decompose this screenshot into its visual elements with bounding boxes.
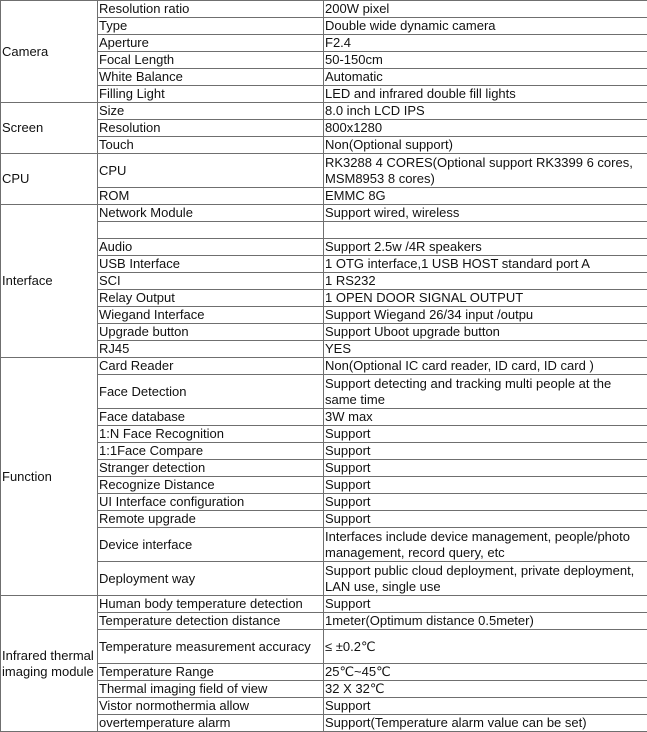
spec-row: [1, 273, 647, 290]
parameter-cell: CPU: [98, 154, 324, 188]
category-cell: Infrared thermal imaging module: [1, 596, 98, 732]
spec-row: [1, 290, 647, 307]
spec-row: [1, 137, 647, 154]
value-cell: Double wide dynamic camera: [324, 18, 647, 35]
value-cell: Support: [324, 443, 647, 460]
category-cell: Screen: [1, 103, 98, 154]
value-cell: Support: [324, 698, 647, 715]
value-cell: 1 RS232: [324, 273, 647, 290]
spec-row: [1, 426, 647, 443]
value-cell: ≤ ±0.2℃: [324, 630, 647, 664]
parameter-cell: Network Module: [98, 205, 324, 222]
spec-row: [1, 562, 647, 596]
parameter-cell: Vistor normothermia allow: [98, 698, 324, 715]
parameter-cell: Filling Light: [98, 86, 324, 103]
value-cell: Support: [324, 494, 647, 511]
spec-row: [1, 103, 647, 120]
spec-row: [1, 188, 647, 205]
value-cell: 8.0 inch LCD IPS: [324, 103, 647, 120]
spec-row: [1, 205, 647, 222]
value-cell: EMMC 8G: [324, 188, 647, 205]
spec-row: [1, 69, 647, 86]
spec-row: [1, 358, 647, 375]
category-cell: CPU: [1, 154, 98, 205]
value-cell: 25℃~45℃: [324, 664, 647, 681]
spec-row: [1, 35, 647, 52]
category-cell: Interface: [1, 205, 98, 358]
spec-row: [1, 341, 647, 358]
parameter-cell: Device interface: [98, 528, 324, 562]
parameter-cell: Human body temperature detection: [98, 596, 324, 613]
parameter-cell: Card Reader: [98, 358, 324, 375]
parameter-cell: overtemperature alarm: [98, 715, 324, 732]
parameter-cell: Wiegand Interface: [98, 307, 324, 324]
spec-row: [1, 698, 647, 715]
value-cell: Support: [324, 426, 647, 443]
parameter-cell: Temperature Range: [98, 664, 324, 681]
spec-row: [1, 222, 647, 239]
parameter-cell: Upgrade button: [98, 324, 324, 341]
value-cell: 200W pixel: [324, 1, 647, 18]
value-cell: Support Wiegand 26/34 input /outpu: [324, 307, 647, 324]
value-cell: Support: [324, 511, 647, 528]
value-cell: 1meter(Optimum distance 0.5meter): [324, 613, 647, 630]
parameter-cell: 1:N Face Recognition: [98, 426, 324, 443]
value-cell: Support detecting and tracking multi people at the same time: [324, 375, 647, 409]
value-cell: Support: [324, 596, 647, 613]
spec-row: [1, 239, 647, 256]
category-cell: Camera: [1, 1, 98, 103]
value-cell: LED and infrared double fill lights: [324, 86, 647, 103]
value-cell: 32 X 32℃: [324, 681, 647, 698]
spec-row: [1, 715, 647, 732]
value-cell: Support wired, wireless: [324, 205, 647, 222]
value-cell: YES: [324, 341, 647, 358]
parameter-cell: Remote upgrade: [98, 511, 324, 528]
spec-row: [1, 528, 647, 562]
parameter-cell: Face database: [98, 409, 324, 426]
spec-row: [1, 324, 647, 341]
value-cell: 50-150cm: [324, 52, 647, 69]
category-cell: Function: [1, 358, 98, 596]
parameter-cell: Face Detection: [98, 375, 324, 409]
parameter-cell: SCI: [98, 273, 324, 290]
parameter-cell: Temperature detection distance: [98, 613, 324, 630]
parameter-cell: Focal Length: [98, 52, 324, 69]
spec-table-body: [1, 1, 647, 732]
spec-row: [1, 477, 647, 494]
parameter-cell: RJ45: [98, 341, 324, 358]
value-cell: 1 OTG interface,1 USB HOST standard port A: [324, 256, 647, 273]
parameter-cell: ROM: [98, 188, 324, 205]
spec-row: [1, 52, 647, 69]
value-cell: Support: [324, 477, 647, 494]
spec-row: [1, 1, 647, 18]
value-cell: F2.4: [324, 35, 647, 52]
parameter-cell: UI Interface configuration: [98, 494, 324, 511]
parameter-cell: Resolution: [98, 120, 324, 137]
spec-row: [1, 18, 647, 35]
spec-row: [1, 664, 647, 681]
value-cell: Interfaces include device management, people/photo management, record query, etc: [324, 528, 647, 562]
value-cell: Non(Optional support): [324, 137, 647, 154]
parameter-cell: USB Interface: [98, 256, 324, 273]
value-cell: 3W max: [324, 409, 647, 426]
value-cell: Support 2.5w /4R speakers: [324, 239, 647, 256]
spec-row: [1, 494, 647, 511]
parameter-cell: Aperture: [98, 35, 324, 52]
value-cell: RK3288 4 CORES(Optional support RK3399 6 cores, MSM8953 8 cores): [324, 154, 647, 188]
spec-row: [1, 86, 647, 103]
parameter-cell: Type: [98, 18, 324, 35]
parameter-cell: Thermal imaging field of view: [98, 681, 324, 698]
value-cell: Support Uboot upgrade button: [324, 324, 647, 341]
parameter-cell: Relay Output: [98, 290, 324, 307]
parameter-cell: Resolution ratio: [98, 1, 324, 18]
parameter-cell: White Balance: [98, 69, 324, 86]
spec-row: [1, 460, 647, 477]
spec-row: [1, 511, 647, 528]
spec-row: [1, 256, 647, 273]
parameter-cell: Audio: [98, 239, 324, 256]
spec-row: [1, 596, 647, 613]
spec-row: [1, 154, 647, 188]
parameter-cell: Deployment way: [98, 562, 324, 596]
spec-row: [1, 307, 647, 324]
spec-row: [1, 375, 647, 409]
parameter-cell: Touch: [98, 137, 324, 154]
parameter-cell: 1:1Face Compare: [98, 443, 324, 460]
value-cell: 1 OPEN DOOR SIGNAL OUTPUT: [324, 290, 647, 307]
value-cell: Automatic: [324, 69, 647, 86]
spec-row: [1, 443, 647, 460]
spec-row: [1, 120, 647, 137]
spec-row: [1, 409, 647, 426]
spec-row: [1, 630, 647, 664]
spec-row: [1, 613, 647, 630]
value-cell: Support public cloud deployment, private deployment, LAN use, single use: [324, 562, 647, 596]
value-cell: Non(Optional IC card reader, ID card, ID card ): [324, 358, 647, 375]
value-cell: [324, 222, 647, 239]
parameter-cell: Temperature measurement accuracy: [98, 630, 324, 664]
parameter-cell: Size: [98, 103, 324, 120]
parameter-cell: Recognize Distance: [98, 477, 324, 494]
value-cell: Support: [324, 460, 647, 477]
spec-row: [1, 681, 647, 698]
value-cell: Support(Temperature alarm value can be set): [324, 715, 647, 732]
value-cell: 800x1280: [324, 120, 647, 137]
parameter-cell: Stranger detection: [98, 460, 324, 477]
parameter-cell: [98, 222, 324, 239]
